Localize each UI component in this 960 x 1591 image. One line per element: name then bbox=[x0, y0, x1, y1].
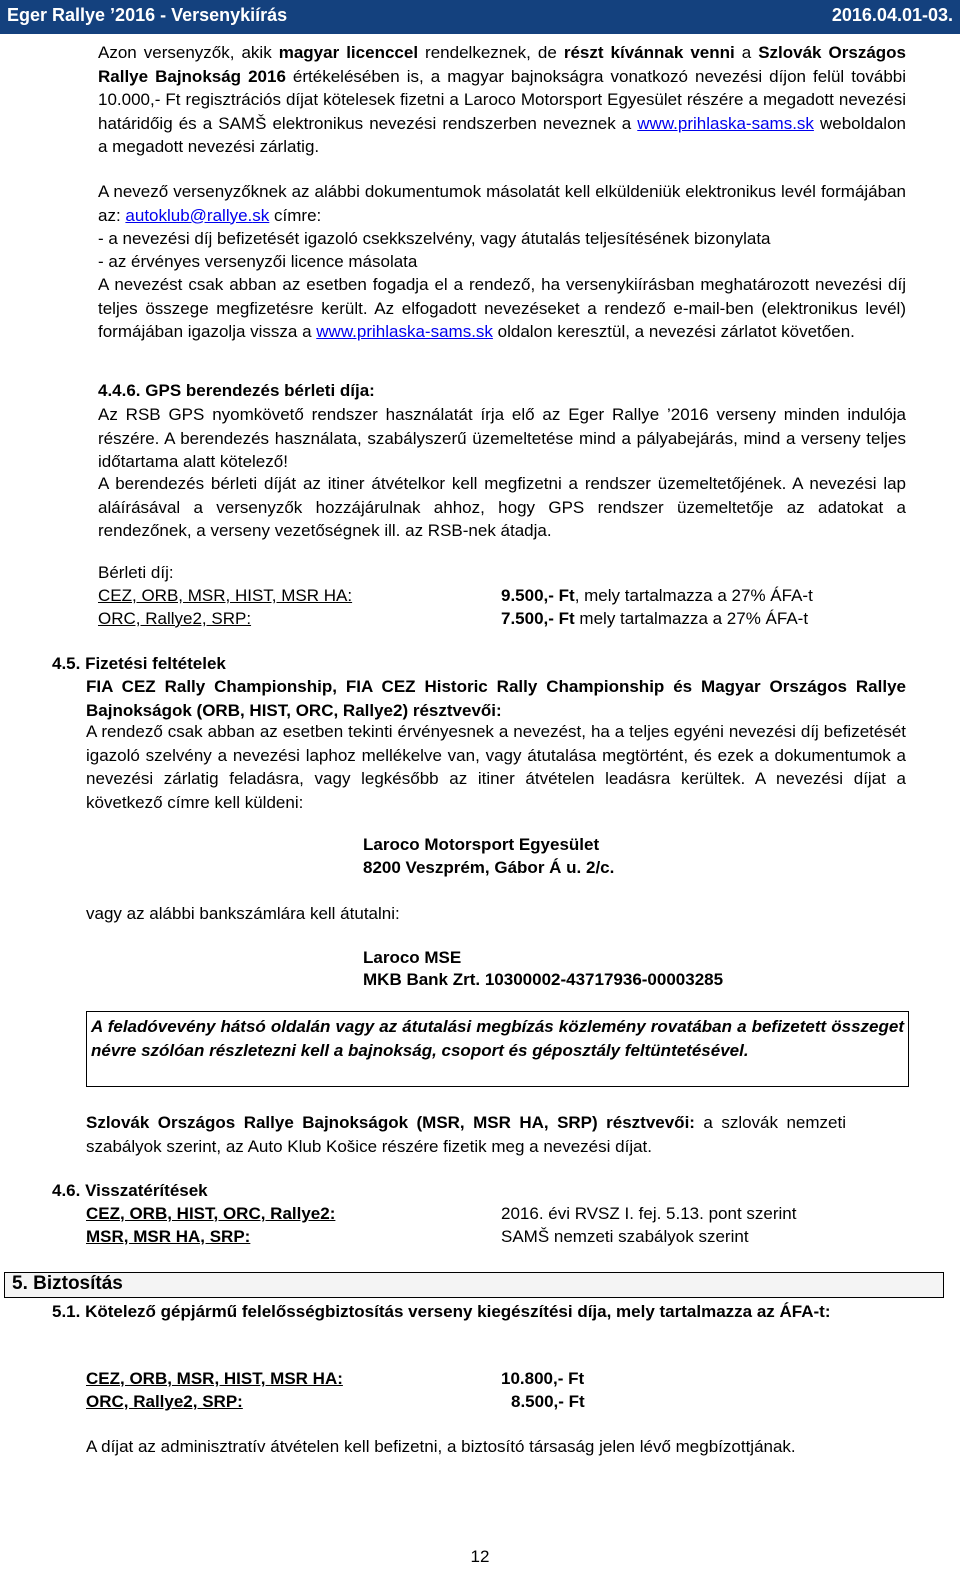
email-link[interactable]: autoklub@rallye.sk bbox=[125, 205, 270, 225]
document-date: 2016.04.01-03. bbox=[831, 5, 953, 25]
payment-subheading: FIA CEZ Rally Championship, FIA CEZ Historic Rally Championship és Magyar Országos Rallye Bajnokságok (ORB, HIST, ORC, Rallye2) résztvevői: bbox=[86, 677, 906, 720]
insurance-heading: 5.1. Kötelező gépjármű felelősségbiztosítás verseny kiegészítési díja, mely tartalmazza az ÁFA-t: bbox=[52, 1302, 831, 1321]
page-header bbox=[0, 0, 960, 34]
documents-item-1: - a nevezési díj befizetését igazoló csekkszelvény, vagy átutalás teljesítésének bizonylata bbox=[98, 229, 771, 248]
address-line-1: Laroco Motorsport Egyesület bbox=[363, 835, 600, 854]
address-line-2: 8200 Veszprém, Gábor Á u. 2/c. bbox=[363, 858, 615, 877]
insurance-note: A díjat az adminisztratív átvételen kell befizetni, a biztosító társaság jelen lévő megbízottjának. bbox=[86, 1437, 796, 1456]
page-number: 12 bbox=[470, 1547, 490, 1566]
gps-fee-row2-label: ORC, Rallye2, SRP: bbox=[98, 609, 252, 628]
bank-line-1: Laroco MSE bbox=[363, 948, 462, 967]
acceptance-paragraph: A nevezést csak abban az esetben fogadja el a rendező, ha versenykiírásban meghatározott nevezési díj teljes összege megfizetésre került. Az elfogadott nevezéseket a rendező e-mail-ben (elektronikus levél) formájában igazolja vissza a www.prihlaska-sams.sk oldalon keresztül, a nevezési zárlatot követően. bbox=[98, 275, 906, 341]
gps-fee-label: Bérleti díj: bbox=[98, 563, 174, 582]
refunds-row1-value: 2016. évi RVSZ I. fej. 5.13. pont szerint bbox=[501, 1204, 797, 1223]
gps-heading: 4.4.6. GPS berendezés bérleti díja: bbox=[98, 381, 375, 400]
notice-box: A feladóvevény hátsó oldalán vagy az átutalási megbízás közlemény rovatában a befizetett összeget névre szólóan részletezni kell a bajnokság, csoport és géposztály feltüntetésével. bbox=[86, 1011, 909, 1087]
bank-label: vagy az alábbi bankszámlára kell átutalni: bbox=[86, 904, 400, 923]
gps-fee-row2-value: 7.500,- Ft mely tartalmazza a 27% ÁFA-t bbox=[501, 609, 809, 628]
document-title: Eger Rallye ’2016 - Versenykiírás bbox=[7, 5, 288, 25]
slovak-paragraph: Szlovák Országos Rallye Bajnokságok (MSR, MSR HA, SRP) résztvevői: a szlovák nemzeti szabályok szerint, az Auto Klub Košice részére fizetik meg a nevezési díjat. bbox=[86, 1113, 846, 1156]
intro-paragraph: Azon versenyzők, akik magyar licenccel rendelkeznek, de részt kívánnak venni a Szlovák Országos Rallye Bajnokság 2016 értékelésében is, a magyar bajnokságra vonatkozó nevezési díjon felül további 10.000,- Ft regisztrációs díjat kötelesek fizetni a Laroco Motorsport Egyesület részére a megadott nevezési határidőig és a SAMŠ elektronikus nevezési rendszerben neveznek a www.prihlaska-sams.sk weboldalon a megadott nevezési zárlatig. bbox=[98, 43, 907, 156]
insurance-row1-value: 10.800,- Ft bbox=[501, 1369, 585, 1388]
insurance-row2-value: 8.500,- Ft bbox=[511, 1392, 585, 1411]
gps-fee-row1-label: CEZ, ORB, MSR, HIST, MSR HA: bbox=[98, 586, 353, 605]
insurance-row1-label: CEZ, ORB, MSR, HIST, MSR HA: bbox=[86, 1369, 343, 1388]
bank-line-2: MKB Bank Zrt. 10300002-43717936-00003285 bbox=[363, 970, 724, 989]
refunds-row1-label: CEZ, ORB, HIST, ORC, Rallye2: bbox=[86, 1204, 336, 1223]
prihlaska-link[interactable]: www.prihlaska-sams.sk bbox=[637, 113, 814, 133]
refunds-heading: 4.6. Visszatérítések bbox=[52, 1181, 208, 1200]
insurance-row2-label: ORC, Rallye2, SRP: bbox=[86, 1392, 243, 1411]
refunds-row2-label: MSR, MSR HA, SRP: bbox=[86, 1227, 251, 1246]
prihlaska-link-2[interactable]: www.prihlaska-sams.sk bbox=[316, 322, 493, 341]
payment-paragraph: A rendező csak abban az esetben tekinti érvényesnek a nevezést, ha a teljes egyéni nevezési díj befizetését igazoló szelvény a nevezési laphoz mellékelve van, vagy átutalása megtörtént, és ezek a dokumentumok a nevezési zárlatig feladásra, vagy legkésőbb az itiner átvételen leadásra kerültek. A nevezési díjat a következő címre kell küldeni: bbox=[86, 722, 906, 812]
documents-item-2: - az érvényes versenyzői licence másolata bbox=[98, 252, 418, 271]
section-5-heading: 5. Biztosítás bbox=[4, 1272, 944, 1298]
gps-paragraph-2: A berendezés bérleti díját az itiner átvételkor kell megfizetni a rendszer üzemeltetőjének. A nevezési lap aláírásával a versenyzők hozzájárulnak ahhoz, hogy GPS rendszer üzemeltetője az adatokat a rendezőnek, a verseny vezetőségnek ill. az RSB-nek átadja. bbox=[98, 474, 906, 540]
gps-paragraph-1: Az RSB GPS nyomkövető rendszer használatát írja elő az Eger Rallye ’2016 verseny minden indulója részére. A berendezés használata, szabályszerű üzemeltetése mind a pályabejárás, mind a verseny teljes időtartama alatt kötelező! bbox=[98, 405, 906, 471]
refunds-row2-value: SAMŠ nemzeti szabályok szerint bbox=[501, 1227, 749, 1246]
documents-paragraph: A nevező versenyzőknek az alábbi dokumentumok másolatát kell elküldeniük elektronikus levél formájában az: autoklub@rallye.sk címre: bbox=[98, 182, 906, 225]
payment-heading: 4.5. Fizetési feltételek bbox=[52, 654, 226, 673]
gps-fee-row1-value: 9.500,- Ft, mely tartalmazza a 27% ÁFA-t bbox=[501, 586, 813, 605]
